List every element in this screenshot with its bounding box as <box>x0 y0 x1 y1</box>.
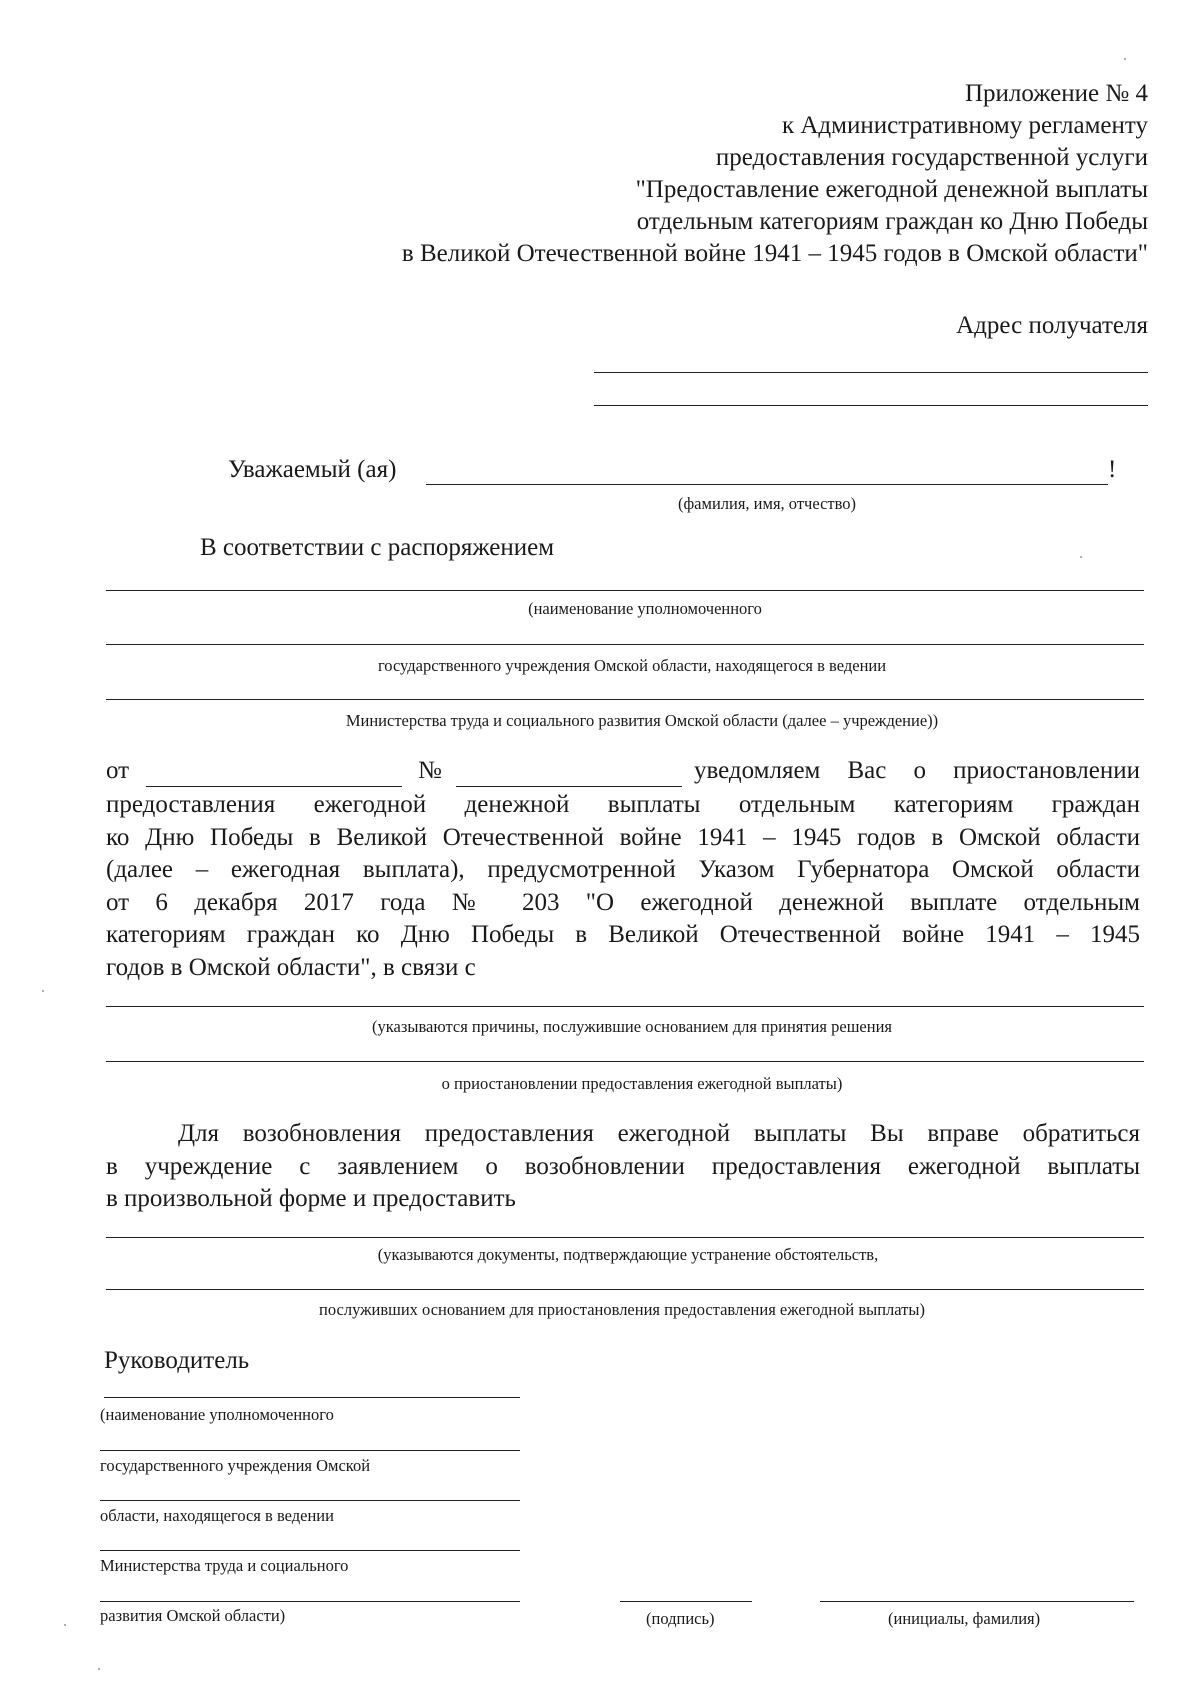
head-caption-2: государственного учреждения Омской <box>100 1456 371 1475</box>
documents-line-1[interactable] <box>106 1237 1144 1238</box>
scan-speck <box>1124 58 1126 60</box>
order-date-line[interactable] <box>146 786 402 787</box>
head-caption-4: Министерства труда и социального <box>100 1556 349 1575</box>
head-institution-line-5[interactable] <box>100 1601 520 1602</box>
main-paragraph-body <box>106 789 1140 984</box>
order-date-label: от <box>106 757 130 784</box>
main-line-5: от 6 декабря 2017 года № 203 "О ежегодной денежной выплате отдельным <box>106 888 1140 916</box>
order-intro: В соответствии с распоряжением <box>200 534 555 561</box>
resume-line-3: в произвольной форме и предоставить <box>106 1185 516 1212</box>
reasons-caption-1: (указываются причины, послужившие основанием для принятия решения <box>372 1017 892 1036</box>
appendix-number: Приложение № 4 <box>964 80 1148 107</box>
header-line-5: отдельным категориям граждан ко Дню Победы <box>636 208 1148 235</box>
head-caption-5: развития Омской области) <box>100 1606 286 1625</box>
scan-speck <box>64 1624 66 1626</box>
head-institution-line-3[interactable] <box>100 1500 520 1501</box>
header-line-3: предоставления государственной услуги <box>715 144 1148 171</box>
reasons-line-1[interactable] <box>106 1006 1144 1007</box>
recipient-address-line-2[interactable] <box>594 405 1148 406</box>
order-number-label: № <box>418 757 442 784</box>
header-line-4: "Предоставление ежегодной денежной выплаты <box>635 176 1148 203</box>
scan-speck <box>1080 556 1082 558</box>
recipient-name-line[interactable] <box>426 484 1108 485</box>
name-caption: (фамилия, имя, отчество) <box>678 494 857 513</box>
header-line-6: в Великой Отечественной войне 1941 – 1945 годов в Омской области" <box>401 240 1148 267</box>
main-line-2: предоставления ежегодной денежной выплаты отдельным категориям граждан <box>106 791 1140 818</box>
documents-caption-1: (указываются документы, подтверждающие устранение обстоятельств, <box>377 1245 879 1264</box>
main-line-6: категориям граждан ко Дню Победы в Великой Отечественной войне 1941 – 1945 <box>106 921 1140 948</box>
institution-caption-3: Министерства труда и социального развития Омской области (далее – учреждение)) <box>345 711 939 730</box>
signature-line[interactable] <box>620 1601 752 1602</box>
institution-line-3[interactable] <box>106 699 1144 700</box>
main-line-3: ко Дню Победы в Великой Отечественной войне 1941 – 1945 годов в Омской области <box>106 823 1140 851</box>
order-number-line[interactable] <box>456 786 682 787</box>
head-caption-3: области, находящегося в ведении <box>100 1506 334 1525</box>
reasons-caption-2: о приостановлении предоставления ежегодной выплаты) <box>441 1074 843 1093</box>
initials-caption: (инициалы, фамилия) <box>888 1609 1041 1628</box>
resume-line-2: в учреждение с заявлением о возобновлении предоставления ежегодной выплаты <box>106 1152 1140 1180</box>
head-institution-line-1[interactable] <box>104 1397 520 1398</box>
institution-caption-2: государственного учреждения Омской области, находящегося в ведении <box>377 656 887 675</box>
main-line-1-tail: уведомляем Вас о приостановлении <box>694 757 1140 784</box>
head-institution-line-4[interactable] <box>100 1550 520 1551</box>
scan-speck <box>42 990 44 992</box>
main-line-7: годов в Омской области", в связи с <box>106 953 476 981</box>
institution-line-2[interactable] <box>106 644 1144 645</box>
documents-caption-2: послуживших основанием для приостановления предоставления ежегодной выплаты) <box>319 1300 925 1319</box>
recipient-address-line-1[interactable] <box>594 372 1148 373</box>
head-institution-line-2[interactable] <box>100 1450 520 1451</box>
greeting-prefix: Уважаемый (ая) <box>228 456 397 483</box>
scan-speck <box>98 1668 100 1670</box>
head-label: Руководитель <box>104 1347 250 1374</box>
header-line-2: к Административному регламенту <box>781 112 1148 139</box>
signature-caption: (подпись) <box>646 1609 715 1628</box>
resume-line-1: Для возобновления предоставления ежегодной выплаты Вы вправе обратиться <box>178 1120 1140 1147</box>
institution-line-1[interactable] <box>106 590 1144 591</box>
greeting-exclamation: ! <box>1108 456 1117 483</box>
main-line-4: (далее – ежегодная выплата), предусмотренной Указом Губернатора Омской области <box>106 856 1140 883</box>
recipient-address-label: Адрес получателя <box>956 312 1148 339</box>
institution-caption-1: (наименование уполномоченного <box>528 599 762 618</box>
documents-line-2[interactable] <box>106 1289 1144 1290</box>
head-caption-1: (наименование уполномоченного <box>100 1405 334 1424</box>
resume-paragraph <box>106 1118 1140 1216</box>
initials-line[interactable] <box>820 1601 1134 1602</box>
reasons-line-2[interactable] <box>106 1061 1144 1062</box>
